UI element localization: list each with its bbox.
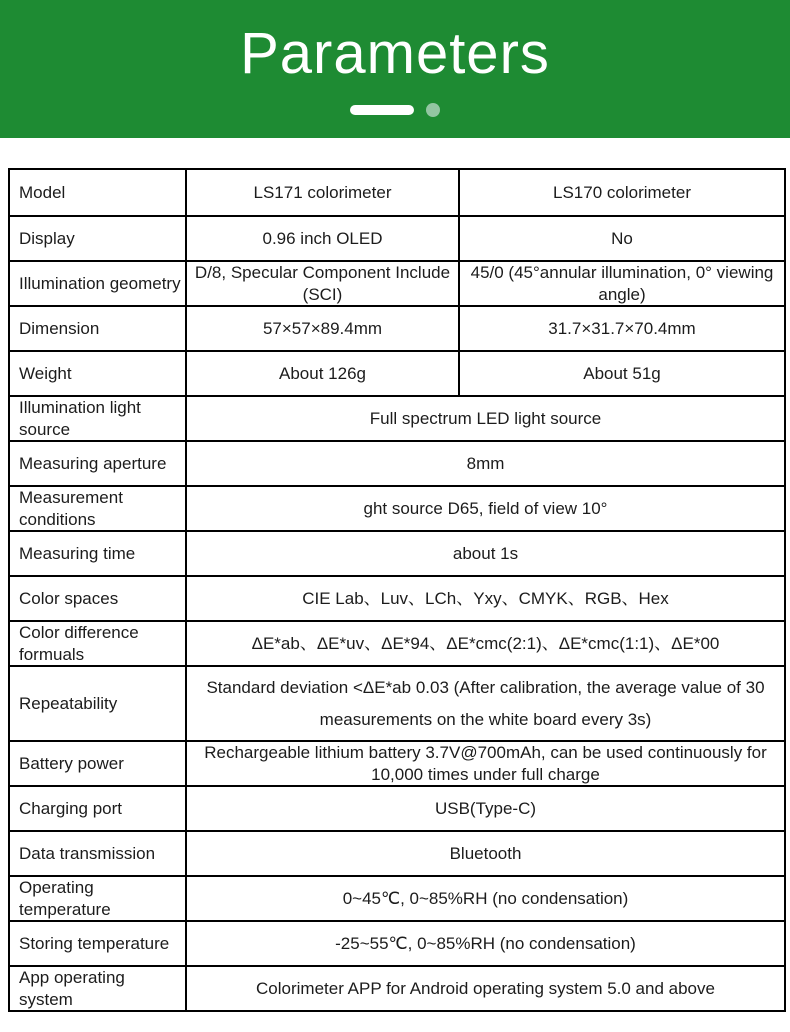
title-underline-bar xyxy=(350,105,414,115)
row-value-ls171: 0.96 inch OLED xyxy=(186,216,459,261)
row-label: Display xyxy=(9,216,186,261)
row-label: Measuring aperture xyxy=(9,441,186,486)
table-row-measuring-aperture xyxy=(9,441,785,486)
row-value: USB(Type-C) xyxy=(186,786,785,831)
title-banner xyxy=(0,0,790,138)
row-label: Operating temperature xyxy=(9,876,186,921)
table-row-display xyxy=(9,216,785,261)
table-row-repeatability xyxy=(9,666,785,741)
page-title: Parameters xyxy=(240,21,550,86)
title-underline-dot xyxy=(426,103,440,117)
table-row-measurement-conditions xyxy=(9,486,785,531)
table-row-operating-temperature xyxy=(9,876,785,921)
row-value: CIE Lab、Luv、LCh、Yxy、CMYK、RGB、Hex xyxy=(186,576,785,621)
row-value: 8mm xyxy=(186,441,785,486)
row-label: Dimension xyxy=(9,306,186,351)
row-label: Battery power xyxy=(9,741,186,786)
title-underline xyxy=(0,103,790,117)
row-value-ls171: D/8, Specular Component Include (SCI) xyxy=(186,261,459,306)
table-row-measuring-time xyxy=(9,531,785,576)
row-label: Data transmission xyxy=(9,831,186,876)
row-value: Standard deviation <ΔE*ab 0.03 (After calibration, the average value of 30 measurements on the white board every 3s) xyxy=(186,666,785,741)
row-value-ls170: 45/0 (45°annular illumination, 0° viewing angle) xyxy=(459,261,785,306)
row-value: Bluetooth xyxy=(186,831,785,876)
row-label: Illumination light source xyxy=(9,396,186,441)
row-value: Rechargeable lithium battery 3.7V@700mAh, can be used continuously for 10,000 times under full charge xyxy=(186,741,785,786)
row-label: Color difference formuals xyxy=(9,621,186,666)
row-label: Measurement conditions xyxy=(9,486,186,531)
row-value: ght source D65, field of view 10° xyxy=(186,486,785,531)
table-row-charging-port xyxy=(9,786,785,831)
table-row-illumination-geometry xyxy=(9,261,785,306)
row-value-ls171: About 126g xyxy=(186,351,459,396)
row-value-ls170: No xyxy=(459,216,785,261)
row-label: Color spaces xyxy=(9,576,186,621)
row-label: Weight xyxy=(9,351,186,396)
row-value-ls171: LS171 colorimeter xyxy=(186,169,459,216)
row-value-ls171: 57×57×89.4mm xyxy=(186,306,459,351)
row-value-ls170: LS170 colorimeter xyxy=(459,169,785,216)
row-value: ΔE*ab、ΔE*uv、ΔE*94、ΔE*cmc(2:1)、ΔE*cmc(1:1)、ΔE*00 xyxy=(186,621,785,666)
table-row-battery-power xyxy=(9,741,785,786)
row-value: Colorimeter APP for Android operating system 5.0 and above xyxy=(186,966,785,1011)
table-row-weight xyxy=(9,351,785,396)
row-value: -25~55℃, 0~85%RH (no condensation) xyxy=(186,921,785,966)
row-label: App operating system xyxy=(9,966,186,1011)
row-value-ls170: 31.7×31.7×70.4mm xyxy=(459,306,785,351)
parameters-table xyxy=(8,168,786,1012)
row-label: Storing temperature xyxy=(9,921,186,966)
table-row-storing-temperature xyxy=(9,921,785,966)
row-value-ls170: About 51g xyxy=(459,351,785,396)
table-row-illumination-light-source xyxy=(9,396,785,441)
table-row-color-spaces xyxy=(9,576,785,621)
table-row-model xyxy=(9,169,785,216)
table-row-color-difference-formuals xyxy=(9,621,785,666)
row-label: Repeatability xyxy=(9,666,186,741)
row-label: Model xyxy=(9,169,186,216)
table-row-data-transmission xyxy=(9,831,785,876)
table-row-app-operating-system xyxy=(9,966,785,1011)
row-label: Measuring time xyxy=(9,531,186,576)
row-label: Charging port xyxy=(9,786,186,831)
table-row-dimension xyxy=(9,306,785,351)
row-label: Illumination geometry xyxy=(9,261,186,306)
row-value: about 1s xyxy=(186,531,785,576)
row-value: 0~45℃, 0~85%RH (no condensation) xyxy=(186,876,785,921)
row-value: Full spectrum LED light source xyxy=(186,396,785,441)
